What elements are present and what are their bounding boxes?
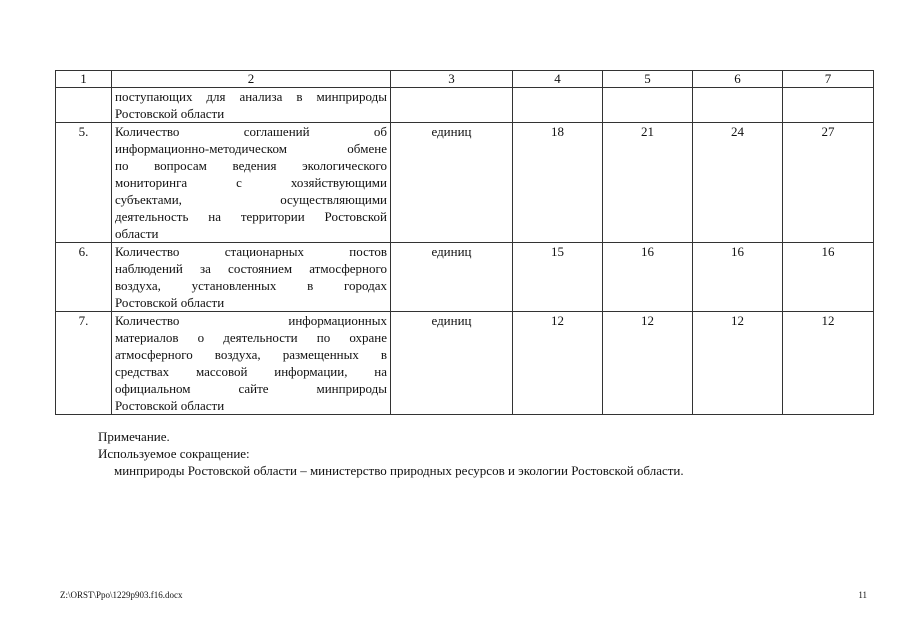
table-row — [56, 243, 874, 312]
value: 12 — [513, 312, 603, 415]
value — [783, 88, 874, 123]
indicator-name-line: материалов о деятельности по охране — [115, 330, 387, 345]
indicator-name-line: по вопросам ведения экологического — [115, 158, 387, 173]
indicators-table — [55, 70, 874, 415]
indicator-name — [112, 123, 391, 243]
value: 12 — [693, 312, 783, 415]
table-row — [56, 312, 874, 415]
table-row — [56, 88, 874, 123]
value: 12 — [783, 312, 874, 415]
unit — [391, 88, 513, 123]
note-title: Примечание. — [98, 429, 170, 444]
unit: единиц — [391, 243, 513, 312]
row-number: 7. — [56, 312, 112, 415]
value: 16 — [603, 243, 693, 312]
column-header: 6 — [693, 71, 783, 88]
row-number: 6. — [56, 243, 112, 312]
column-header: 2 — [112, 71, 391, 88]
indicator-name-line: наблюдений за состоянием атмосферного — [115, 261, 387, 276]
indicator-name-line: поступающих для анализа в минприроды — [115, 89, 387, 104]
note-line: Используемое сокращение: — [98, 446, 250, 461]
column-header: 1 — [56, 71, 112, 88]
value: 16 — [693, 243, 783, 312]
indicator-name-line: Ростовской области — [115, 295, 225, 310]
indicator-name-line: области — [115, 226, 159, 241]
indicator-name-line: средствах массовой информации, на — [115, 364, 387, 379]
indicator-name-line: Ростовской области — [115, 106, 225, 121]
indicator-name — [112, 243, 391, 312]
value: 18 — [513, 123, 603, 243]
indicator-name-line: Количество информационных — [115, 313, 387, 328]
value: 12 — [603, 312, 693, 415]
indicator-name-line: Ростовской области — [115, 398, 225, 413]
table-header-row — [56, 71, 874, 88]
value: 15 — [513, 243, 603, 312]
indicator-name-line: информационно-методическом обмене — [115, 141, 387, 156]
indicator-name-line: воздуха, установленных в городах — [115, 278, 387, 293]
value: 16 — [783, 243, 874, 312]
indicator-name-line: Количество соглашений об — [115, 124, 387, 139]
value: 21 — [603, 123, 693, 243]
indicator-name-line: деятельность на территории Ростовской — [115, 209, 387, 224]
value — [603, 88, 693, 123]
column-header: 3 — [391, 71, 513, 88]
row-number: 5. — [56, 123, 112, 243]
indicator-name — [112, 312, 391, 415]
value: 24 — [693, 123, 783, 243]
value — [693, 88, 783, 123]
unit: единиц — [391, 312, 513, 415]
column-header: 4 — [513, 71, 603, 88]
indicator-name-line: мониторинга с хозяйствующими — [115, 175, 387, 190]
indicator-name — [112, 88, 391, 123]
indicator-name-line: Количество стационарных постов — [115, 244, 387, 259]
row-number — [56, 88, 112, 123]
footer-file-path: Z:\ORST\Ppo\1229p903.f16.docx — [60, 590, 183, 600]
indicator-name-line: субъектами, осуществляющими — [115, 192, 387, 207]
value: 27 — [783, 123, 874, 243]
note-block — [98, 428, 684, 479]
column-header: 5 — [603, 71, 693, 88]
value — [513, 88, 603, 123]
page-number: 11 — [858, 590, 867, 600]
indicator-name-line: официальном сайте минприроды — [115, 381, 387, 396]
note-line: минприроды Ростовской области – министерство природных ресурсов и экологии Ростовской области. — [114, 463, 684, 478]
table-row — [56, 123, 874, 243]
indicator-name-line: атмосферного воздуха, размещенных в — [115, 347, 387, 362]
unit: единиц — [391, 123, 513, 243]
column-header: 7 — [783, 71, 874, 88]
